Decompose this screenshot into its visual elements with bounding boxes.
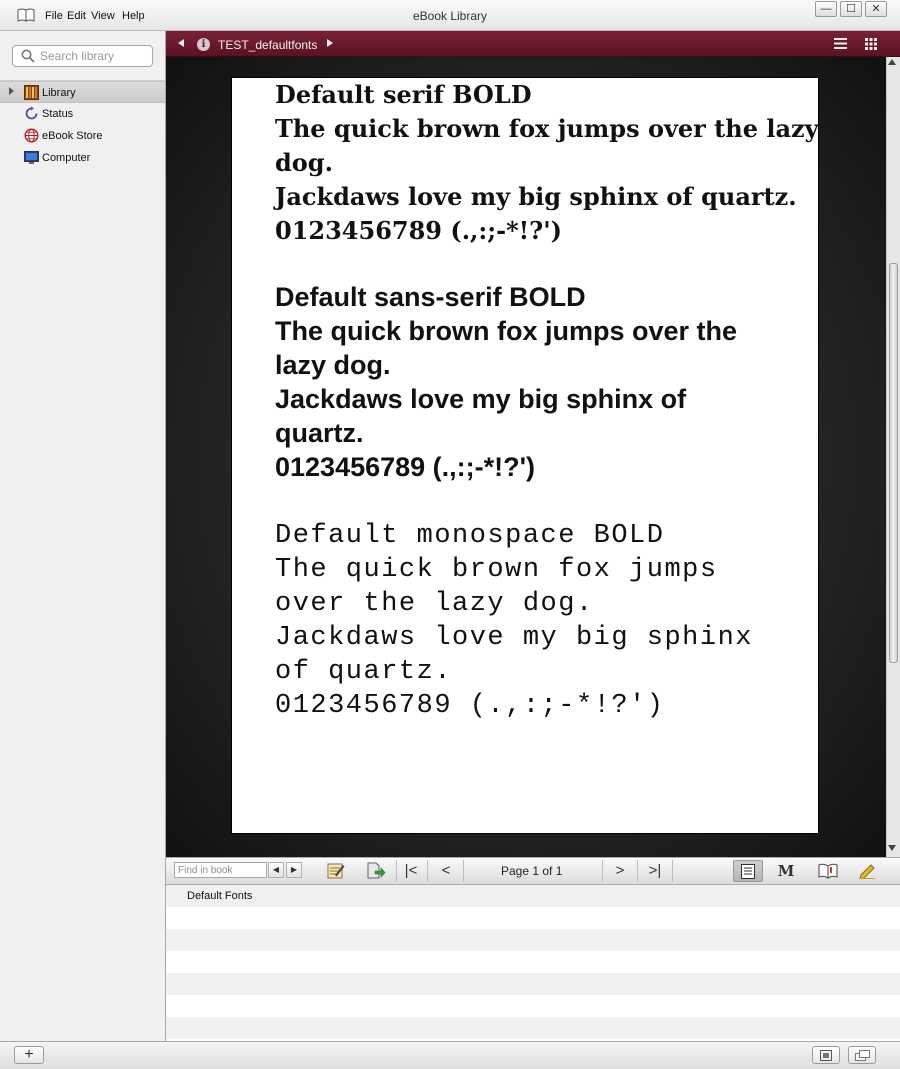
grid-view-icon[interactable] [865, 38, 877, 50]
add-button[interactable]: + [14, 1046, 44, 1064]
scroll-up-arrow-icon[interactable] [888, 59, 896, 65]
window-mode-icon [855, 1050, 870, 1061]
annotate-note-icon[interactable] [327, 862, 345, 879]
maximize-button[interactable]: ☐ [840, 1, 862, 17]
bookshelf-icon [24, 85, 39, 100]
toolbar-separator [463, 860, 464, 882]
export-page-icon[interactable] [366, 862, 386, 879]
page-line: 0123456789 (.,:;-*!?') [275, 452, 536, 482]
markup-mode-button[interactable]: M [777, 862, 795, 880]
sidebar-item-library[interactable] [0, 81, 165, 103]
sync-status-icon [24, 106, 39, 121]
sidebar-item-status[interactable] [0, 103, 165, 125]
toc-item-label[interactable]: Default Fonts [187, 890, 253, 902]
page-view-toggle[interactable] [733, 860, 763, 882]
list-row [166, 951, 900, 973]
page-line: Default monospace BOLD [275, 521, 665, 551]
page-line: Default serif BOLD [275, 80, 532, 109]
list-row [166, 973, 900, 995]
page-line: Default sans-serif BOLD [275, 282, 586, 312]
page-line: over the lazy dog. [275, 589, 594, 619]
list-row [166, 907, 900, 929]
toolbar-separator [427, 860, 428, 882]
menu-help[interactable]: Help [122, 10, 145, 22]
menu-view[interactable]: View [91, 10, 115, 22]
fullscreen-button[interactable] [812, 1046, 840, 1064]
toolbar-separator [637, 860, 638, 882]
sidebar-item-label: Computer [42, 152, 91, 164]
expand-arrow-icon[interactable] [9, 87, 14, 95]
info-icon[interactable]: i [197, 38, 210, 51]
table-of-contents [166, 885, 900, 1041]
search-icon [21, 49, 35, 63]
sidebar-item-label: Status [42, 108, 74, 120]
window-title: eBook Library [412, 9, 488, 23]
sidebar-item-label: Library [42, 87, 76, 99]
prev-page-button[interactable]: < [441, 862, 451, 879]
find-prev-button[interactable]: ◀ [268, 862, 284, 878]
page-line: Jackdaws love my big sphinx of quartz. [275, 182, 797, 211]
forward-arrow-icon[interactable] [327, 39, 333, 47]
list-row[interactable] [166, 885, 900, 907]
find-in-book-input[interactable] [174, 862, 267, 878]
monitor-icon [24, 150, 39, 165]
page-line: The quick brown fox jumps [275, 555, 718, 585]
open-book-icon[interactable] [818, 863, 838, 879]
toolbar-separator [672, 860, 673, 882]
page-line: The quick brown fox jumps over the lazy [275, 114, 819, 143]
sidebar-item-ebook-store[interactable] [0, 125, 165, 147]
menu-file[interactable]: File [45, 10, 63, 22]
page-view-icon [741, 864, 755, 879]
first-page-button[interactable]: |< [404, 862, 418, 879]
window-mode-button[interactable] [848, 1046, 876, 1064]
fullscreen-icon [820, 1050, 832, 1061]
next-page-button[interactable]: > [615, 862, 625, 879]
page-line: dog. [275, 148, 333, 177]
minimize-button[interactable]: — [815, 1, 837, 17]
back-arrow-icon[interactable] [178, 39, 184, 47]
list-row [166, 929, 900, 951]
page-line: quartz. [275, 418, 364, 448]
page-indicator: Page 1 of 1 [501, 864, 563, 878]
highlight-pen-icon[interactable] [858, 863, 876, 879]
sidebar-item-computer[interactable] [0, 147, 165, 169]
page-line: Jackdaws love my big sphinx [275, 623, 753, 653]
page-line: lazy dog. [275, 350, 391, 380]
sidebar-item-label: eBook Store [42, 130, 103, 142]
scroll-down-arrow-icon[interactable] [888, 845, 896, 851]
menu-edit[interactable]: Edit [67, 10, 86, 22]
list-view-icon[interactable] [834, 38, 847, 49]
find-next-button[interactable]: ▶ [286, 862, 302, 878]
close-button[interactable]: ✕ [865, 1, 887, 17]
scroll-thumb[interactable] [889, 263, 898, 663]
page-line: 0123456789 (.,:;-*!?') [275, 691, 665, 721]
list-row [166, 995, 900, 1017]
last-page-button[interactable]: >| [648, 862, 662, 879]
page-line: of quartz. [275, 657, 453, 687]
globe-icon [24, 128, 39, 143]
toolbar-separator [396, 860, 397, 882]
status-bar [0, 1041, 900, 1069]
list-row [166, 1017, 900, 1039]
book-title: TEST_defaultfonts [218, 38, 318, 52]
page-line: 0123456789 (.,:;-*!?') [275, 216, 562, 245]
page-line: Jackdaws love my big sphinx of [275, 384, 687, 414]
page-line: The quick brown fox jumps over the [275, 316, 738, 346]
toolbar-separator [602, 860, 603, 882]
sidebar [0, 31, 166, 1041]
